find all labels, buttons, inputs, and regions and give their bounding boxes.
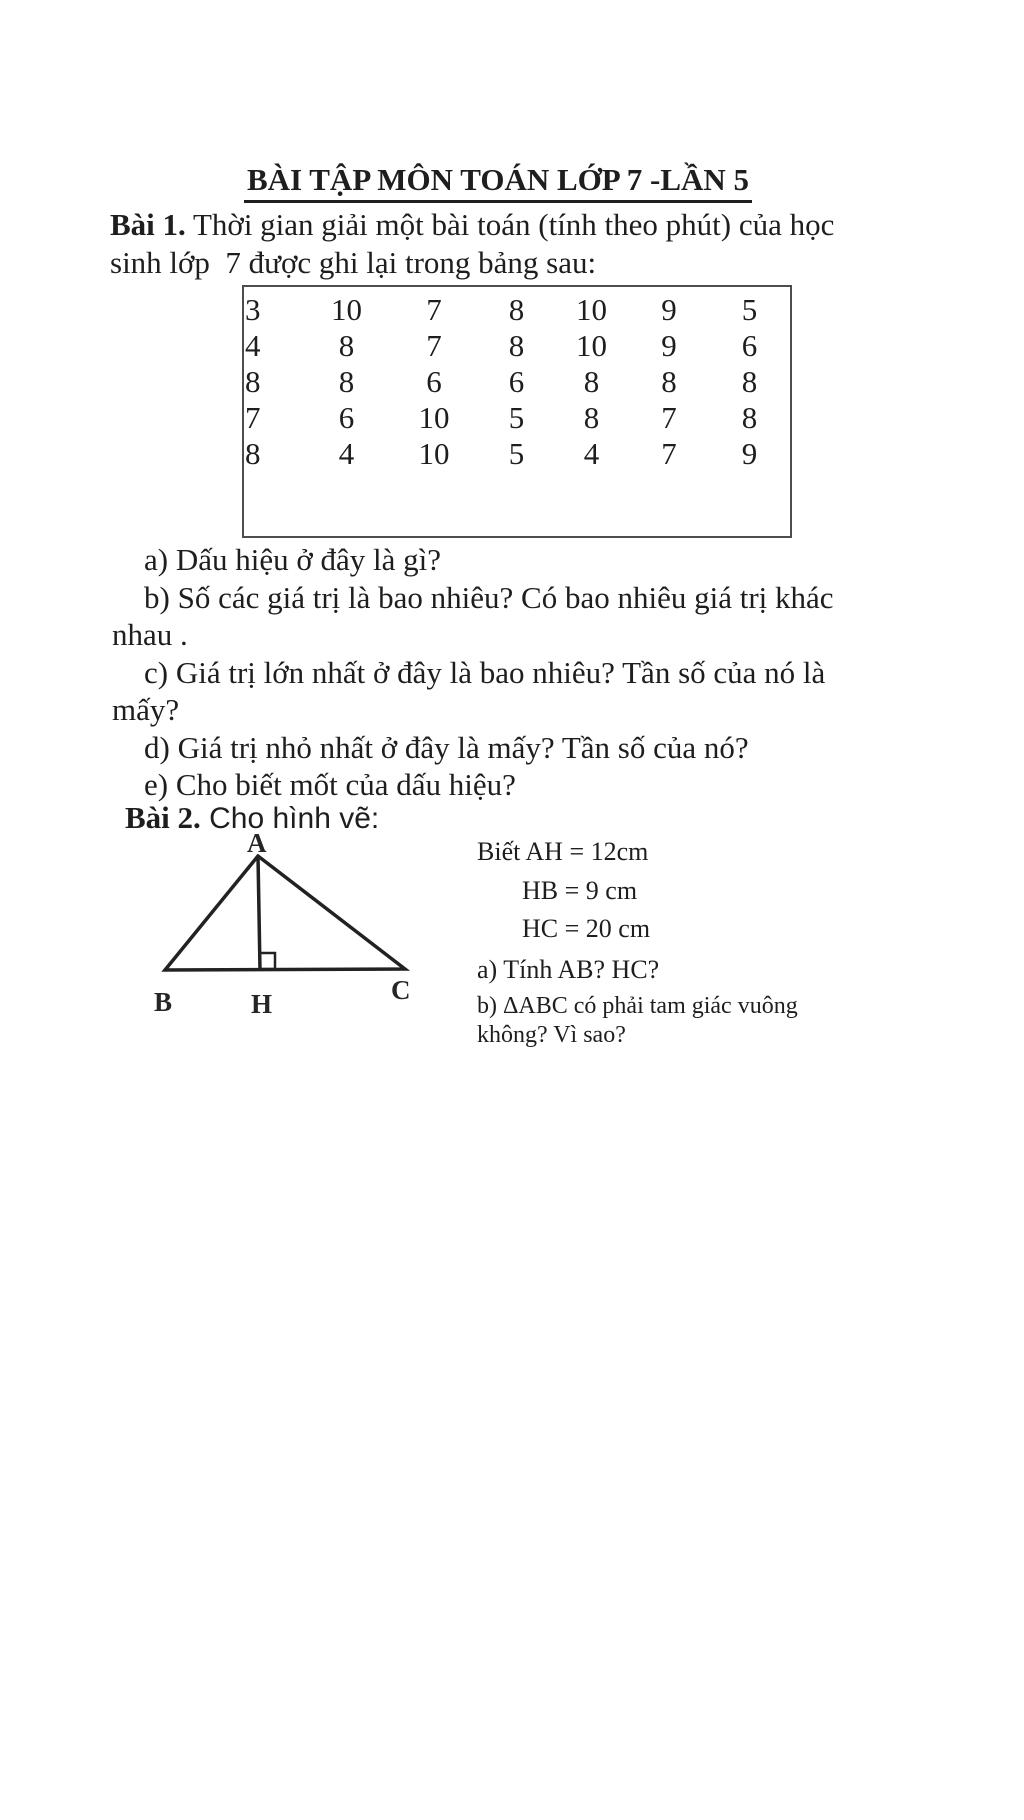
question-line-e: e) Cho biết mốt của dấu hiệu? [144, 767, 516, 802]
right-angle-mark [260, 953, 275, 969]
page-title: BÀI TẬP MÔN TOÁN LỚP 7 -LẦN 5 [244, 160, 752, 203]
table-cell: 8 [338, 364, 355, 399]
problem1-intro-text: Thời gian giải một bài toán (tính theo phút) của học [185, 207, 835, 242]
table-cell: 8 [508, 328, 525, 363]
table-cell: 9 [661, 292, 677, 327]
problem1-intro-line1 [110, 206, 834, 244]
vertex-label-b: B [154, 987, 173, 1017]
question-line-b2: nhau . [112, 617, 188, 652]
table-cell: 8 [583, 364, 600, 399]
problem1-questions [112, 541, 922, 804]
vertex-label-a: A [247, 828, 267, 858]
table-cell: 5 [508, 436, 525, 471]
table-cell: 8 [245, 364, 261, 399]
problem2-question-b [477, 992, 798, 1050]
problem2-question-a: a) Tính AB? HC? [477, 954, 660, 984]
table-cell: 5 [508, 400, 525, 435]
table-cell: 10 [331, 292, 362, 327]
given-line-hc: HC = 20 cm [522, 914, 651, 943]
problem2-question-b-line2: không? Vì sao? [477, 1022, 626, 1048]
triangle-figure [120, 828, 440, 1028]
table-cell: 8 [338, 328, 355, 363]
table-cell: 7 [661, 436, 677, 471]
table-cell: 4 [338, 436, 355, 471]
table-cell: 6 [508, 364, 525, 399]
problem1-label: Bài 1. [110, 207, 186, 242]
table-cell: 8 [508, 292, 525, 327]
table-cell: 10 [418, 400, 450, 435]
table-cell: 6 [741, 328, 758, 363]
table-cell: 6 [338, 400, 355, 435]
table-cell: 9 [741, 436, 758, 471]
question-line-b1: b) Số các giá trị là bao nhiêu? Có bao nhiêu giá trị khác [144, 579, 834, 615]
table-cell: 10 [576, 328, 607, 363]
problem2-intro: Cho hình vẽ: [200, 802, 380, 835]
given-line-ah: Biết AH = 12cm [477, 837, 649, 866]
table-cell: 8 [741, 364, 758, 399]
question-line-c1: c) Giá trị lớn nhất ở đây là bao nhiêu? Tần số của nó là [144, 654, 826, 690]
problem2-text-block [477, 833, 798, 1050]
table-cell: 10 [418, 436, 450, 471]
question-line-c2: mấy? [112, 692, 180, 727]
problem2-question-b-line1: b) ΔABC có phải tam giác vuông [477, 993, 798, 1019]
data-table [242, 285, 792, 538]
question-line-a: a) Dấu hiệu ở đây là gì? [144, 542, 441, 577]
table-cell: 7 [426, 328, 442, 363]
table-cell: 8 [583, 400, 600, 435]
table-cell: 9 [661, 328, 677, 363]
title-wrap [108, 160, 888, 203]
table-cell: 6 [426, 364, 442, 399]
table-cell: 7 [661, 400, 677, 435]
table-cell: 3 [245, 292, 261, 327]
problem2-label: Bài 2. [125, 800, 201, 835]
table-cell: 5 [741, 292, 758, 327]
table-cell: 8 [661, 364, 677, 399]
question-line-d: d) Giá trị nhỏ nhất ở đây là mấy? Tần số của nó? [144, 729, 749, 765]
given-line-hb: HB = 9 cm [522, 875, 638, 905]
table-cell: 10 [576, 292, 607, 327]
vertex-label-h: H [251, 989, 273, 1019]
table-cell: 8 [245, 436, 261, 471]
triangle-outline [165, 856, 405, 970]
table-cell: 7 [245, 400, 261, 435]
problem1-intro [110, 206, 834, 282]
table-cell: 4 [245, 328, 261, 363]
problem1-intro-line2: sinh lớp 7 được ghi lại trong bảng sau: [110, 245, 597, 280]
table-cell: 8 [741, 400, 758, 435]
table-cell: 7 [426, 292, 442, 327]
table-cell: 4 [583, 436, 600, 471]
vertex-label-c: C [391, 975, 411, 1005]
